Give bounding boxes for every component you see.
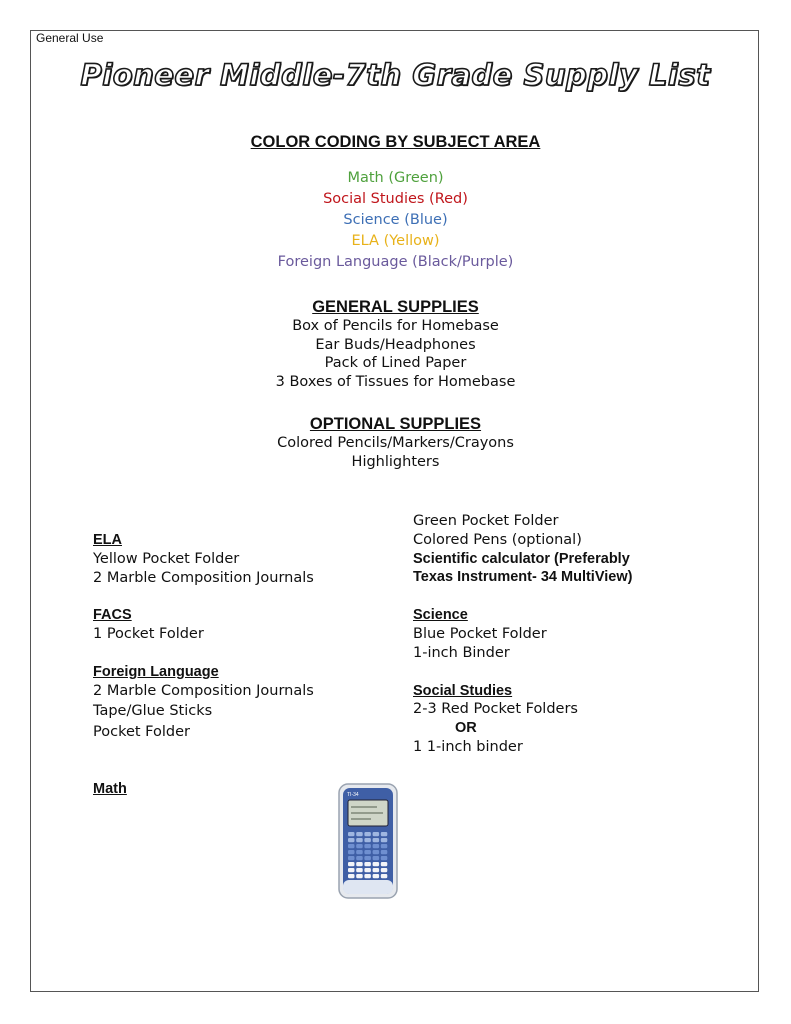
calculator-key	[373, 874, 380, 878]
ela-heading: ELA	[93, 532, 122, 548]
calculator-key	[356, 838, 363, 842]
calculator-key	[373, 862, 380, 866]
calculator-key	[364, 832, 371, 836]
color-coding-heading: COLOR CODING BY SUBJECT AREA	[250, 133, 541, 151]
calculator-key	[381, 844, 388, 848]
general-use-label: General Use	[36, 31, 104, 45]
calculator-key	[373, 844, 380, 848]
color-social-studies: Social Studies (Red)	[323, 191, 468, 207]
calculator-key	[348, 832, 355, 836]
general-supply-item: 3 Boxes of Tissues for Homebase	[275, 373, 516, 390]
optional-supplies-heading: OPTIONAL SUPPLIES	[309, 415, 482, 433]
calculator-key	[356, 874, 363, 878]
calculator-key	[356, 850, 363, 854]
calculator-key	[348, 844, 355, 848]
calculator-key	[356, 862, 363, 866]
calculator-key	[348, 850, 355, 854]
calculator-key	[381, 838, 388, 842]
optional-supplies-section	[0, 415, 791, 471]
calculator-key	[381, 850, 388, 854]
calculator-note: Texas Instrument- 34 MultiView)	[413, 569, 633, 586]
calculator-key	[348, 838, 355, 842]
foreign-language-heading: Foreign Language	[93, 663, 219, 680]
calculator-key	[373, 868, 380, 872]
math-heading: Math	[93, 780, 127, 797]
calculator-key	[348, 874, 355, 878]
calculator-key	[364, 844, 371, 848]
science-heading: Science	[413, 607, 468, 624]
social-studies-heading: Social Studies	[413, 682, 513, 699]
calculator-note: Scientific calculator (Preferably	[413, 550, 630, 567]
science-item: 1-inch Binder	[413, 644, 510, 661]
calculator-key	[364, 856, 371, 860]
calculator-key	[373, 856, 380, 860]
calculator-key	[373, 850, 380, 854]
right-column	[413, 512, 632, 757]
ela-item: Yellow Pocket Folder	[93, 550, 240, 567]
left-column	[93, 531, 314, 798]
general-supplies-heading: GENERAL SUPPLIES	[312, 298, 479, 316]
page-title: Pioneer Middle-7th Grade Supply List	[80, 58, 711, 92]
calculator-key	[364, 850, 371, 854]
general-supply-item: Box of Pencils for Homebase	[292, 318, 499, 334]
social-studies-item: 1 1-inch binder	[413, 738, 523, 755]
calculator-key	[381, 862, 388, 866]
color-science: Science (Blue)	[343, 212, 448, 228]
calculator-key	[364, 874, 371, 878]
ela-item: 2 Marble Composition Journals	[93, 569, 314, 586]
svg-text:TI-34: TI-34	[347, 792, 359, 798]
optional-supply-item: Colored Pencils/Markers/Crayons	[277, 435, 514, 451]
calculator-key	[348, 862, 355, 866]
general-supplies-section	[0, 298, 791, 391]
calculator-key	[381, 832, 388, 836]
calculator-key	[364, 838, 371, 842]
calculator-key	[373, 838, 380, 842]
facs-heading: FACS	[93, 607, 132, 624]
calculator-key	[356, 844, 363, 848]
calculator-key	[381, 874, 388, 878]
social-studies-or: OR	[455, 720, 477, 737]
calculator-key	[356, 832, 363, 836]
general-supply-item: Pack of Lined Paper	[324, 355, 467, 371]
color-coding-section	[0, 133, 791, 273]
calculator-key	[356, 856, 363, 860]
calculator-key	[364, 868, 371, 872]
calculator-key	[348, 868, 355, 872]
foreign-language-item: Pocket Folder	[93, 723, 190, 740]
foreign-language-item: 2 Marble Composition Journals	[93, 682, 314, 699]
calculator-key	[381, 868, 388, 872]
optional-supply-item: Highlighters	[351, 453, 440, 470]
calculator-key	[348, 856, 355, 860]
math-item: Colored Pens (optional)	[413, 531, 582, 548]
social-studies-item: 2-3 Red Pocket Folders	[413, 701, 578, 718]
calculator-key	[364, 862, 371, 866]
general-supply-item: Ear Buds/Headphones	[315, 336, 476, 353]
facs-item: 1 Pocket Folder	[93, 626, 204, 643]
color-foreign-language: Foreign Language (Black/Purple)	[277, 254, 514, 270]
calculator-key	[356, 868, 363, 872]
math-item: Green Pocket Folder	[413, 513, 559, 529]
calculator-key	[373, 832, 380, 836]
science-item: Blue Pocket Folder	[413, 625, 547, 642]
color-math: Math (Green)	[347, 170, 444, 186]
calculator-icon	[337, 782, 399, 900]
calculator-key	[381, 856, 388, 860]
foreign-language-item: Tape/Glue Sticks	[93, 702, 213, 719]
color-ela: ELA (Yellow)	[351, 233, 440, 249]
